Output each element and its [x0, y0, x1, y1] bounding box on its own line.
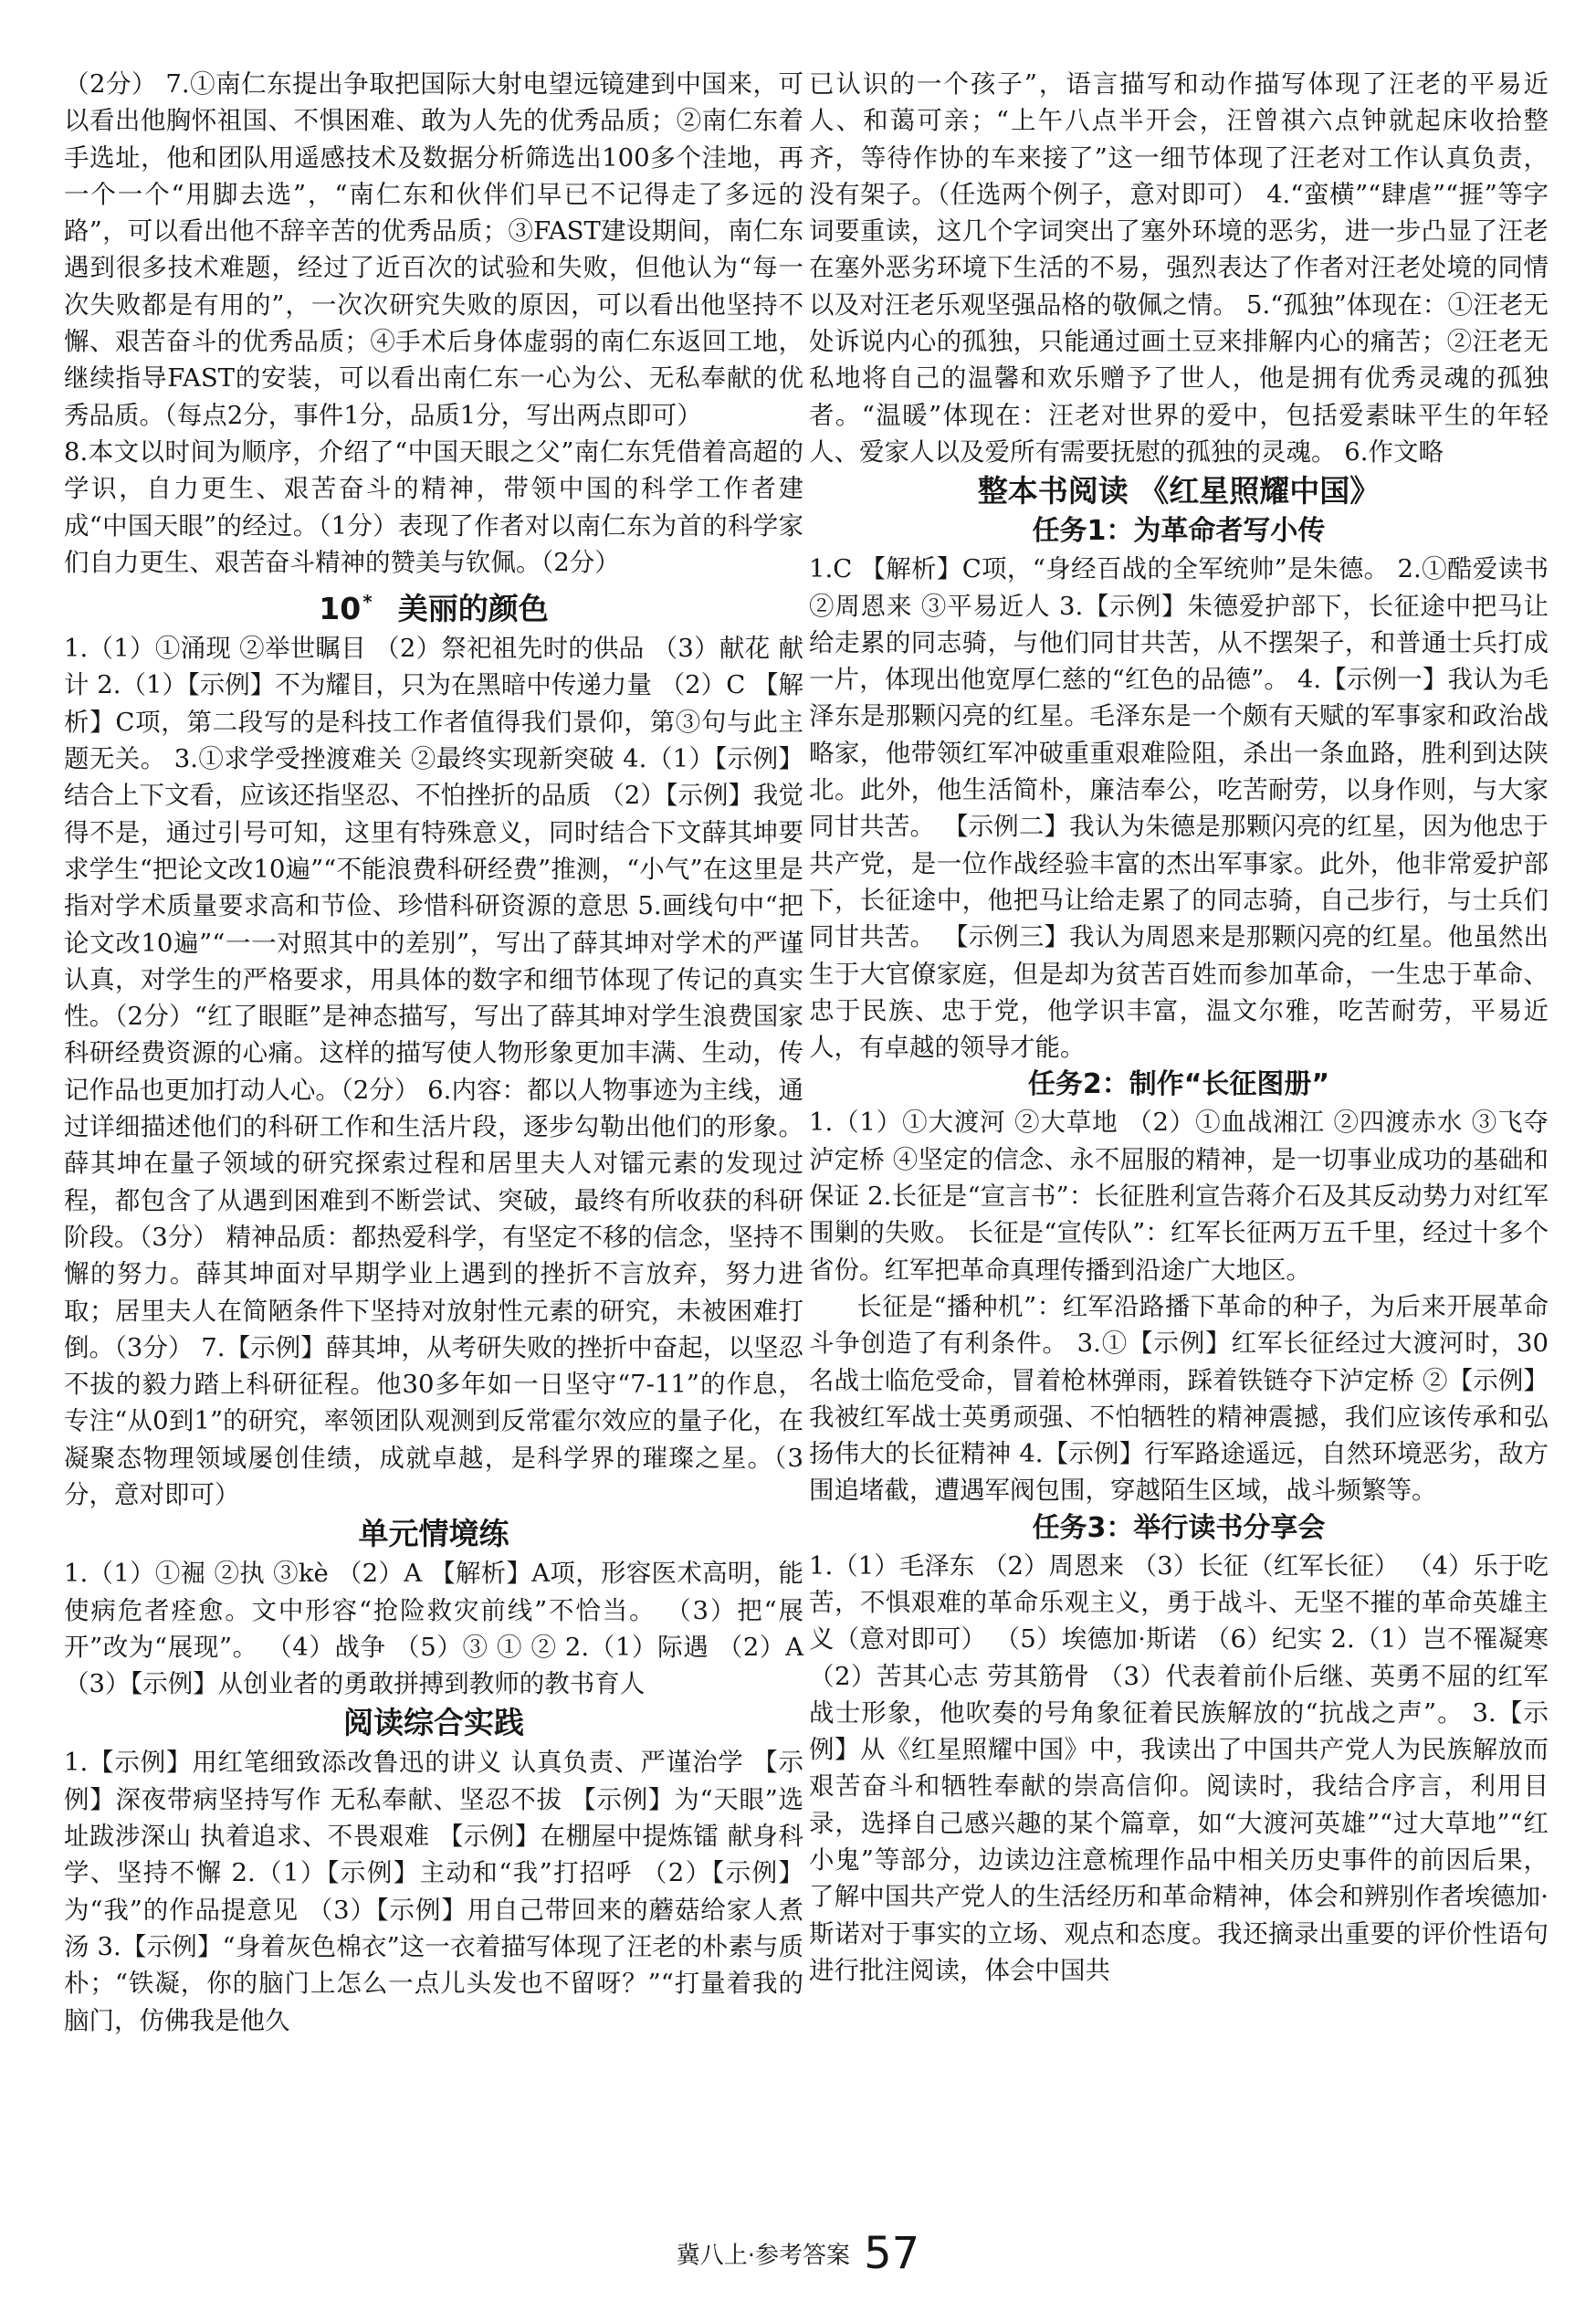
section-heading	[64, 581, 803, 630]
answer-paragraph: 1.（1）①䘿 ②执 ③kè （2）A 【解析】A项，形容医术高明，能使病危者痊愈。文中形容“抢险救灾前线”不恰当。 （3）把“展开”改为“展现”。 （4）战争 （5）③ ① ② 2.（1）际遇 （2）A （3）【示例】从创业者的勇敢拼搏到教师的教书育人	[64, 1559, 803, 1699]
task-heading: 任务1：为革命者写小传	[1032, 515, 1326, 548]
right-column	[809, 66, 1549, 1989]
answer-paragraph: 1.（1）①大渡河 ②大草地 （2）①血战湘江 ②四渡赤水 ③飞夺泸定桥 ④坚定的信念、永不屈服的精神，是一切事业成功的基础和保证 2.长征是“宣言书”：长征胜利宣告蒋介石及其反动势力对红军围剿的失败。 长征是“宣传队”：红军长征两万五千里，经过十多个省份。红军把革命真理传播到沿途广大地区。	[809, 1108, 1549, 1285]
section-number: 10	[319, 591, 362, 627]
answer-paragraph: 1.C 【解析】C项，“身经百战的全军统帅”是朱德。 2.①酷爱读书 ②周恩来 ③平易近人 3.【示例】朱德爱护部下，长征途中把马让给走累的同志骑，与他们同甘共苦，从不摆架子，和普通士兵打成一片，体现出他宽厚仁慈的“红色的品德”。 4.【示例一】我认为毛泽东是那颗闪亮的红星。毛泽东是一个颇有天赋的军事家和政治战略家，他带领红军冲破重重艰难险阻，杀出一条血路，胜利到达陕北。此外，他生活简朴，廉洁奉公，吃苦耐劳，以身作则，与大家同甘共苦。 【示例二】我认为朱德是那颗闪亮的红星，因为他忠于共产党，是一位作战经验丰富的杰出军事家。此外，他非常爱护部下，长征途中，他把马让给走累了的同志骑，自己步行，与士兵们同甘共苦。 【示例三】我认为周恩来是那颗闪亮的红星。他虽然出生于大官僚家庭，但是却为贫苦百姓而参加革命，一生忠于革命、忠于民族、忠于党，他学识丰富，温文尔雅，吃苦耐劳，平易近人，有卓越的领导才能。	[809, 554, 1549, 1063]
section-star: *	[362, 591, 373, 614]
answer-paragraph: 8.本文以时间为顺序，介绍了“中国天眼之父”南仁东凭借着高超的学识，自力更生、艰苦奋斗的精神，带领中国的科学工作者建成“中国天眼”的经过。（1分）表现了作者对以南仁东为首的科学家们自力更生、艰苦奋斗精神的赞美与钦佩。（2分）	[64, 436, 803, 577]
page-footer	[0, 2228, 1596, 2279]
answer-paragraph: 1.【示例】用红笔细致添改鲁迅的讲义 认真负责、严谨治学 【示例】深夜带病坚持写作 无私奉献、坚忍不拔 【示例】为“天眼”选址跋涉深山 执着追求、不畏艰难 【示例】在棚屋中提炼镭 献身科学、坚持不懈 2.（1）【示例】主动和“我”打招呼 （2）【示例】为“我”的作品提意见 （3）【示例】用自己带回来的蘑菇给家人煮汤 3.【示例】“身着灰色棉衣”这一衣着描写体现了汪老的朴素与质朴；“铁凝，你的脑门上怎么一点儿头发也不留呀？”“打量着我的脑门，仿佛我是他久	[64, 1748, 803, 2035]
task-heading: 任务2：制作“长征图册”	[1027, 1068, 1330, 1101]
section-heading: 单元情境练	[358, 1516, 509, 1552]
answer-paragraph: 已认识的一个孩子”，语言描写和动作描写体现了汪老的平易近人、和蔼可亲；“上午八点半开会，汪曾祺六点钟就起床收拾整齐，等待作协的车来接了”这一细节体现了汪老对工作认真负责，没有架子。（任选两个例子，意对即可） 4.“蛮横”“肆虐”“捱”等字词要重读，这几个字词突出了塞外环境的恶劣，进一步凸显了汪老在塞外恶劣环境下生活的不易，强烈表达了作者对汪老处境的同情以及对汪老乐观坚强品格的敬佩之情。 5.“孤独”体现在：①汪老无处诉说内心的孤独，只能通过画土豆来排解内心的痛苦；②汪老无私地将自己的温馨和欢乐赠予了世人，他是拥有优秀灵魂的孤独者。“温暖”体现在：汪老对世界的爱中，包括爱素昧平生的年轻人、爱家人以及爱所有需要抚慰的孤独的灵魂。 6.作文略	[809, 69, 1549, 467]
answer-paragraph: 1.（1）毛泽东 （2）周恩来 （3）长征（红军长征） （4）乐于吃苦，不惧艰难的革命乐观主义，勇于战斗、无坚不摧的革命英雄主义（意对即可） （5）埃德加·斯诺 （6）纪实 2.（1）岂不罹凝寒 （2）苦其心志 劳其筋骨 （3）代表着前仆后继、英勇不屈的红军战士形象，他吹奏的号角象征着民族解放的“抗战之声”。 3.【示例】从《红星照耀中国》中，我读出了中国共产党人为民族解放而艰苦奋斗和牺牲奉献的崇高信仰。阅读时，我结合序言，利用目录，选择自己感兴趣的某个篇章，如“大渡河英雄”“过大草地”“红小鬼”等部分，边读边注意梳理作品中相关历史事件的前因后果，了解中国共产党人的生活经历和革命精神，体会和辨别作者埃德加·斯诺对于事实的立场、观点和态度。我还摘录出重要的评价性语句进行批注阅读，体会中国共	[809, 1550, 1549, 1985]
section-title: 美丽的颜色	[397, 591, 549, 627]
section-heading: 整本书阅读 《红星照耀中国》	[977, 473, 1381, 510]
task-heading: 任务3：举行读书分享会	[1032, 1511, 1326, 1544]
page-number: 57	[864, 2228, 920, 2279]
left-column	[64, 66, 803, 2039]
answer-paragraph: 长征是“播种机”：红军沿路播下革命的种子，为后来开展革命斗争创造了有利条件。 3.①【示例】红军长征经过大渡河时，30名战士临危受命，冒着枪林弹雨，踩着铁链夺下泸定桥 ②【示例】我被红军战士英勇顽强、不怕牺牲的精神震撼，我们应该传承和弘扬伟大的长征精神 4.【示例】行军路途遥远，自然环境恶劣，敌方围追堵截，遭遇军阀包围，穿越陌生区域，战斗频繁等。	[809, 1291, 1549, 1506]
footer-label: 冀八上·参考答案	[676, 2242, 851, 2270]
answer-paragraph: 1.（1）①涌现 ②举世瞩目 （2）祭祀祖先时的供品 （3）献花 献计 2.（1）【示例】不为耀目，只为在黑暗中传递力量 （2）C 【解析】C项，第二段写的是科技工作者值得我们景仰，第③句与此主题无关。 3.①求学受挫渡难关 ②最终实现新突破 4.（1）【示例】结合上下文看，应该还指坚忍、不怕挫折的品质 （2）【示例】我觉得不是，通过引号可知，这里有特殊意义，同时结合下文薛其坤要求学生“把论文改10遍”“不能浪费科研经费”推测，“小气”在这里是指对学术质量要求高和节俭、珍惜科研资源的意思 5.画线句中“把论文改10遍”“一一对照其中的差别”，写出了薛其坤对学术的严谨认真，对学生的严格要求，用具体的数字和细节体现了传记的真实性。（2分）“红了眼眶”是神态描写，写出了薛其坤对学生浪费国家科研经费资源的心痛。这样的描写使人物形象更加丰满、生动，传记作品也更加打动人心。（2分） 6.内容：都以人物事迹为主线，通过详细描述他们的科研工作和生活片段，逐步勾勒出他们的形象。薛其坤在量子领域的研究探索过程和居里夫人对镭元素的发现过程，都包含了从遇到困难到不断尝试、突破，最终有所收获的科研阶段。（3分） 精神品质：都热爱科学，有坚定不移的信念，坚持不懈的努力。薛其坤面对早期学业上遇到的挫折不言放弃，努力进取；居里夫人在简陋条件下坚持对放射性元素的研究，未被困难打倒。（3分） 7.【示例】薛其坤，从考研失败的挫折中奋起，以坚忍不拔的毅力踏上科研征程。他30多年如一日坚守“7-11”的作息，专注“从0到1”的研究，率领团队观测到反常霍尔效应的量子化，在凝聚态物理领域屡创佳绩，成就卓越，是科学界的璀璨之星。（3分，意对即可）	[64, 634, 803, 1509]
section-heading: 阅读综合实践	[343, 1705, 524, 1741]
answer-paragraph: （2分） 7.①南仁东提出争取把国际大射电望远镜建到中国来，可以看出他胸怀祖国、不惧困难、敢为人先的优秀品质；②南仁东着手选址，他和团队用遥感技术及数据分析筛选出100多个洼地，再一个一个“用脚去选”，“南仁东和伙伴们早已不记得走了多远的路”，可以看出他不辞辛苦的优秀品质；③FAST建设期间，南仁东遇到很多技术难题，经过了近百次的试验和失败，但他认为“每一次失败都是有用的”，一次次研究失败的原因，可以看出他坚持不懈、艰苦奋斗的优秀品质；④手术后身体虚弱的南仁东返回工地，继续指导FAST的安装，可以看出南仁东一心为公、无私奉献的优秀品质。（每点2分，事件1分，品质1分，写出两点即可）	[64, 69, 803, 430]
